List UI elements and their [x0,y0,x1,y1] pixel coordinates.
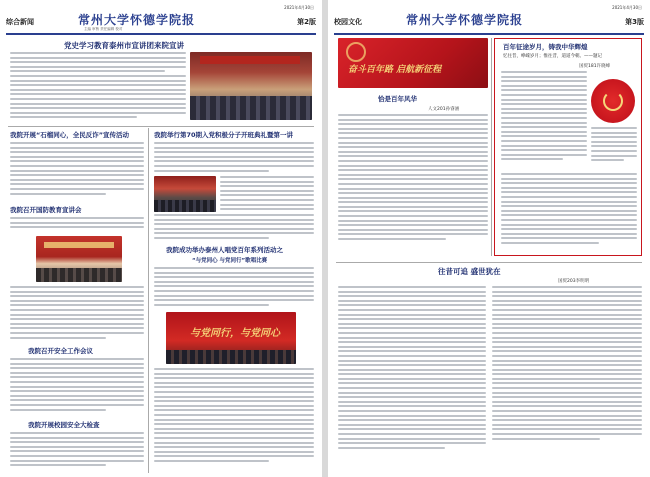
safety-meeting-body [10,358,144,418]
headline-party-training: 我院举行第70期入党积极分子开班典礼暨第一讲 [154,131,294,139]
headline-anti-fraud: 我院开展“石榴同心，全民反诈”宣传活动 [10,131,130,139]
singing-contest-photo [166,312,296,364]
edition-label: 第3版 [625,18,644,26]
masthead [6,9,316,35]
party-training-body [154,142,314,174]
safety-inspection-body [10,432,144,472]
defense-body [10,217,144,233]
lead-photo [190,52,312,120]
author-1: 人文201孙睿涵 [428,107,460,112]
party-banner [338,38,488,88]
party-training-body-2 [220,176,314,212]
lead-article-body [10,52,186,122]
section-label: 综合新闻 [6,18,34,26]
party-flag-icon [591,79,635,123]
prosperity-body-1 [338,286,486,472]
headline-prosperity: 往昔可追 盛世犹在 [438,267,501,276]
masthead-meta: 主编 审核 责任编辑 校对 [84,27,123,31]
section-label: 校园文化 [334,18,362,26]
party-training-photo [154,176,216,212]
author-3: 国贸203李明明 [558,279,590,284]
masthead [334,9,644,35]
journey-body-1 [501,71,587,171]
newspaper-title: 常州大学怀德学院报 [78,13,196,27]
headline-hundred-years: 恰是百年风华 [378,95,417,103]
journey-body-3 [501,173,637,253]
prosperity-body-2 [492,286,642,472]
headline-singing-contest-sub: “与党同心 与党同行”歌唱比赛 [192,258,268,264]
author-2: 国贸181许晓峰 [579,64,611,69]
headline-defense-education: 我院召开国防教育宣讲会 [10,206,82,214]
party-emblem-icon [346,42,366,62]
page-2 [0,0,322,477]
defense-photo [36,236,122,282]
singing-contest-body-2 [154,368,314,472]
defense-body-2 [10,286,144,342]
party-training-body-3 [154,214,314,240]
headline-journey: 百年征途岁月，铸我中华辉煌 [503,43,588,51]
journey-body-2 [591,127,637,171]
date-line: 2021年4月30日 [284,5,314,10]
newspaper-title: 常州大学怀德学院报 [406,13,524,27]
date-line: 2021年4月30日 [612,5,642,10]
headline-singing-contest: 我院成功举办泰州人唱党百年系列活动之 [166,246,283,254]
headline-safety-inspection: 我院开展校园安全大检查 [28,421,100,429]
headline-safety-meeting: 我院召开安全工作会议 [28,347,93,355]
epigraph: 忆往昔，峥嵘岁月；惟往昔，道道今朝。——题记 [503,54,602,59]
hundred-years-body [338,114,488,254]
stage-banner-text: 与党同行，与党同心 [190,328,280,339]
featured-article-box [494,38,642,256]
page-3 [328,0,650,477]
banner-slogan: 奋斗百年路 启航新征程 [348,65,442,75]
edition-label: 第2版 [297,18,316,26]
anti-fraud-body [10,142,144,200]
singing-contest-body [154,267,314,309]
lead-headline: 党史学习教育泰州市宣讲团来院宣讲 [64,41,184,50]
